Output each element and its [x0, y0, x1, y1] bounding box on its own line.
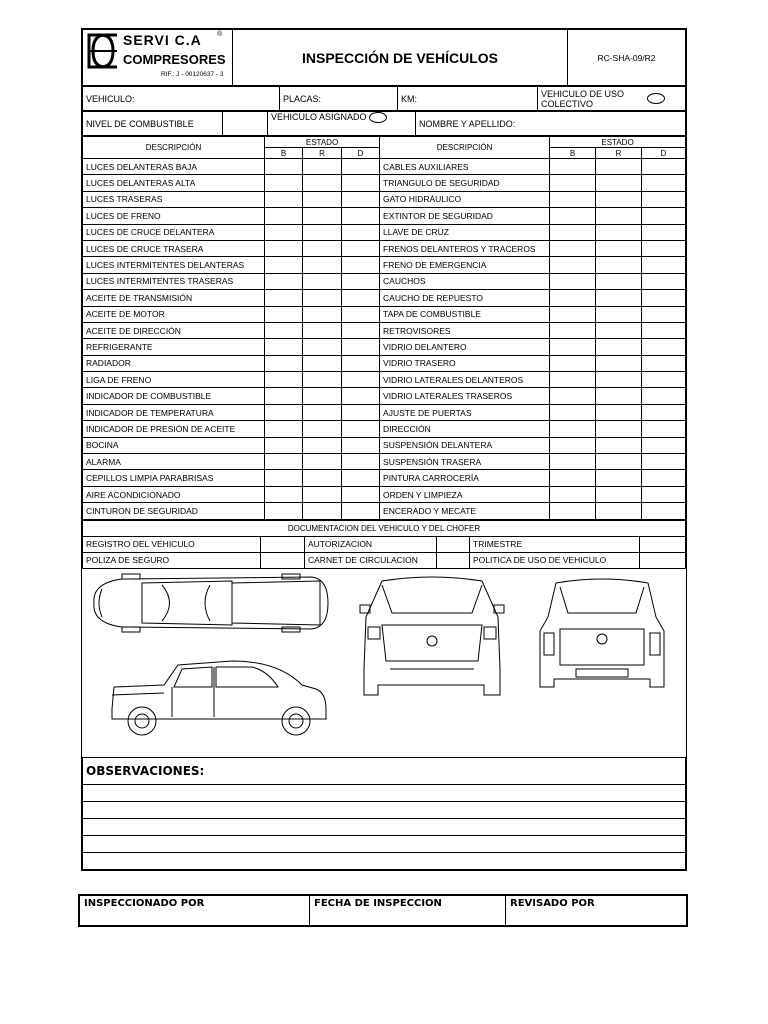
- status-d-right[interactable]: [642, 191, 686, 207]
- status-b-left[interactable]: [265, 355, 303, 371]
- status-b-right[interactable]: [550, 306, 596, 322]
- item-label-right: FRENOS DELANTEROS Y TRACEROS: [380, 240, 550, 256]
- status-r-left[interactable]: [303, 273, 342, 289]
- nivel-combustible-field[interactable]: [223, 112, 268, 136]
- status-r-left[interactable]: [303, 322, 342, 338]
- status-b-left[interactable]: [265, 404, 303, 420]
- status-r-left[interactable]: [303, 372, 342, 388]
- vehiculo-asignado-checkbox[interactable]: [369, 112, 387, 123]
- checklist-row: [83, 421, 686, 437]
- item-label-left: LUCES INTERMITENTES DELANTERAS: [83, 257, 265, 273]
- page-title: INSPECCIÓN DE VEHÍCULOS: [233, 30, 568, 86]
- status-b-left[interactable]: [265, 486, 303, 502]
- status-d-left[interactable]: [342, 454, 380, 470]
- nivel-combustible-label: NIVEL DE COMBUSTIBLE: [83, 112, 223, 136]
- item-label-left: LUCES TRASERAS: [83, 191, 265, 207]
- status-b-left[interactable]: [265, 224, 303, 240]
- status-d-right[interactable]: [642, 454, 686, 470]
- status-d-left[interactable]: [342, 224, 380, 240]
- status-b-right[interactable]: [550, 322, 596, 338]
- item-label-left: AIRE ACONDICIONADO: [83, 486, 265, 502]
- carnet-label: CARNET DE CIRCULACION: [305, 552, 437, 568]
- item-label-right: LLAVE DE CRUZ: [380, 224, 550, 240]
- observation-line[interactable]: [83, 852, 686, 869]
- status-r-left[interactable]: [303, 486, 342, 502]
- registered-mark: ®: [217, 31, 223, 38]
- status-d-left[interactable]: [342, 355, 380, 371]
- vehiculo-asignado-cell: [268, 112, 416, 136]
- status-b-left[interactable]: [265, 421, 303, 437]
- r-header-left: R: [303, 148, 342, 159]
- status-b-right[interactable]: [550, 454, 596, 470]
- item-label-left: CEPILLOS LIMPIA PARABRISAS: [83, 470, 265, 486]
- item-label-right: ORDEN Y LIMPIEZA: [380, 486, 550, 502]
- header-table: [82, 29, 686, 86]
- status-b-right[interactable]: [550, 470, 596, 486]
- item-label-left: LUCES DELANTERAS ALTA: [83, 175, 265, 191]
- b-header-right: B: [550, 148, 596, 159]
- item-label-right: TAPA DE COMBUSTIBLE: [380, 306, 550, 322]
- status-r-right[interactable]: [596, 322, 642, 338]
- status-d-right[interactable]: [642, 208, 686, 224]
- item-label-left: REFRIGERANTE: [83, 339, 265, 355]
- checklist-row: [83, 175, 686, 191]
- estado-header-left: ESTADO: [265, 137, 380, 148]
- item-label-left: INDICADOR DE COMBUSTIBLE: [83, 388, 265, 404]
- item-label-left: INDICADOR DE PRESIÓN DE ACEITE: [83, 421, 265, 437]
- status-b-left[interactable]: [265, 322, 303, 338]
- status-r-right[interactable]: [596, 273, 642, 289]
- item-label-left: LUCES DE CRUCE DELANTERA: [83, 224, 265, 240]
- status-b-left[interactable]: [265, 273, 303, 289]
- status-d-left[interactable]: [342, 372, 380, 388]
- km-field[interactable]: KM:: [398, 87, 538, 111]
- checklist-row: [83, 470, 686, 486]
- checklist-row: [83, 372, 686, 388]
- checklist-row: [83, 388, 686, 404]
- status-r-left[interactable]: [303, 503, 342, 519]
- item-label-right: CAUCHO DE REPUESTO: [380, 290, 550, 306]
- checklist-row: [83, 240, 686, 256]
- status-r-right[interactable]: [596, 339, 642, 355]
- status-d-left[interactable]: [342, 388, 380, 404]
- fecha-inspeccion-field[interactable]: FECHA DE INSPECCION: [310, 896, 506, 926]
- item-label-left: LUCES INTERMITENTES TRASERAS: [83, 273, 265, 289]
- status-b-right[interactable]: [550, 208, 596, 224]
- status-b-right[interactable]: [550, 404, 596, 420]
- status-r-right[interactable]: [596, 470, 642, 486]
- status-r-left[interactable]: [303, 290, 342, 306]
- document-code: RC-SHA-09/R2: [568, 30, 686, 86]
- status-d-left[interactable]: [342, 191, 380, 207]
- documentation-table: [82, 520, 686, 569]
- status-d-left[interactable]: [342, 257, 380, 273]
- observation-line[interactable]: [83, 784, 686, 801]
- poliza-checkbox[interactable]: [261, 552, 305, 568]
- item-label-right: FRENO DE EMERGENCIA: [380, 257, 550, 273]
- status-b-left[interactable]: [265, 240, 303, 256]
- signature-box: [78, 894, 688, 927]
- status-r-right[interactable]: [596, 191, 642, 207]
- status-b-left[interactable]: [265, 306, 303, 322]
- item-label-right: VIDRIO DELANTERO: [380, 339, 550, 355]
- poliza-label: POLIZA DE SEGURO: [83, 552, 261, 568]
- status-r-right[interactable]: [596, 240, 642, 256]
- d-header-left: D: [342, 148, 380, 159]
- item-label-left: LUCES DE CRUCE TRASERA: [83, 240, 265, 256]
- checklist-table: [82, 136, 686, 520]
- status-r-right[interactable]: [596, 159, 642, 175]
- status-d-right[interactable]: [642, 339, 686, 355]
- checklist-row: [83, 339, 686, 355]
- item-label-left: ALARMA: [83, 454, 265, 470]
- status-b-left[interactable]: [265, 372, 303, 388]
- logo-text-line1: SERVI C.A: [123, 32, 202, 48]
- checklist-row: [83, 454, 686, 470]
- status-d-left[interactable]: [342, 306, 380, 322]
- rif-number: RIF.: J - 00120637 - 3: [161, 71, 224, 78]
- status-b-left[interactable]: [265, 175, 303, 191]
- checklist-row: [83, 191, 686, 207]
- status-d-right[interactable]: [642, 322, 686, 338]
- status-r-left[interactable]: [303, 159, 342, 175]
- checklist-row: [83, 404, 686, 420]
- truck-top-view-icon: [94, 574, 328, 632]
- status-d-left[interactable]: [342, 322, 380, 338]
- item-label-right: PINTURA CARROCERÍA: [380, 470, 550, 486]
- truck-front-view-icon: [360, 577, 504, 695]
- status-d-left[interactable]: [342, 503, 380, 519]
- politica-label: POLITICA DE USO DE VEHICULO: [470, 552, 640, 568]
- status-d-right[interactable]: [642, 503, 686, 519]
- observation-line[interactable]: [83, 835, 686, 852]
- documentation-title: DOCUMENTACION DEL VEHICULO Y DEL CHOFER: [83, 520, 686, 536]
- checklist-row: [83, 503, 686, 519]
- status-b-left[interactable]: [265, 208, 303, 224]
- status-d-right[interactable]: [642, 372, 686, 388]
- truck-side-view-icon: [112, 661, 326, 735]
- item-label-right: CAUCHOS: [380, 273, 550, 289]
- status-d-right[interactable]: [642, 355, 686, 371]
- status-r-right[interactable]: [596, 421, 642, 437]
- status-b-right[interactable]: [550, 175, 596, 191]
- uso-colectivo-label: VEHICULO DE USO COLECTIVO: [541, 88, 625, 109]
- b-header-left: B: [265, 148, 303, 159]
- status-r-right[interactable]: [596, 404, 642, 420]
- status-b-left[interactable]: [265, 454, 303, 470]
- vehicle-diagram-area: [82, 569, 686, 757]
- status-r-right[interactable]: [596, 372, 642, 388]
- desc-header-left: DESCRIPCIÓN: [83, 137, 265, 159]
- status-b-right[interactable]: [550, 191, 596, 207]
- truck-rear-view-icon: [540, 579, 664, 687]
- status-b-left[interactable]: [265, 339, 303, 355]
- status-b-right[interactable]: [550, 372, 596, 388]
- status-b-right[interactable]: [550, 273, 596, 289]
- desc-header-right: DESCRIPCIÓN: [380, 137, 550, 159]
- status-r-left[interactable]: [303, 208, 342, 224]
- status-r-left[interactable]: [303, 240, 342, 256]
- status-b-left[interactable]: [265, 159, 303, 175]
- status-d-right[interactable]: [642, 437, 686, 453]
- status-b-right[interactable]: [550, 240, 596, 256]
- status-d-left[interactable]: [342, 240, 380, 256]
- checklist-row: [83, 273, 686, 289]
- status-b-left[interactable]: [265, 437, 303, 453]
- uso-colectivo-checkbox[interactable]: [647, 93, 665, 104]
- item-label-right: TRIANGULO DE SEGURIDAD: [380, 175, 550, 191]
- status-b-left[interactable]: [265, 257, 303, 273]
- vehicle-info-table: [82, 86, 686, 111]
- status-r-left[interactable]: [303, 339, 342, 355]
- autorizacion-checkbox[interactable]: [437, 536, 470, 552]
- estado-header-right: ESTADO: [550, 137, 686, 148]
- status-r-left[interactable]: [303, 355, 342, 371]
- status-d-left[interactable]: [342, 339, 380, 355]
- status-d-right[interactable]: [642, 306, 686, 322]
- status-d-right[interactable]: [642, 388, 686, 404]
- item-label-right: VIDRIO TRASERO: [380, 355, 550, 371]
- checklist-row: [83, 322, 686, 338]
- checklist-body: [83, 159, 686, 520]
- item-label-right: CABLES AUXILIARES: [380, 159, 550, 175]
- status-b-right[interactable]: [550, 355, 596, 371]
- status-r-left[interactable]: [303, 175, 342, 191]
- politica-checkbox[interactable]: [640, 552, 686, 568]
- r-header-right: R: [596, 148, 642, 159]
- status-r-left[interactable]: [303, 191, 342, 207]
- status-r-right[interactable]: [596, 306, 642, 322]
- item-label-right: RETROVISORES: [380, 322, 550, 338]
- status-d-left[interactable]: [342, 437, 380, 453]
- status-r-right[interactable]: [596, 290, 642, 306]
- status-d-right[interactable]: [642, 404, 686, 420]
- item-label-left: ACEITE DE MOTOR: [83, 306, 265, 322]
- status-r-right[interactable]: [596, 208, 642, 224]
- status-b-right[interactable]: [550, 503, 596, 519]
- status-d-left[interactable]: [342, 290, 380, 306]
- status-d-right[interactable]: [642, 273, 686, 289]
- item-label-left: CINTURON DE SEGURIDAD: [83, 503, 265, 519]
- status-b-right[interactable]: [550, 339, 596, 355]
- status-r-right[interactable]: [596, 437, 642, 453]
- status-r-left[interactable]: [303, 388, 342, 404]
- company-logo: [83, 30, 233, 86]
- checklist-row: [83, 355, 686, 371]
- item-label-right: EXTINTOR DE SEGURIDAD: [380, 208, 550, 224]
- inspection-form: [81, 28, 687, 871]
- registro-label: REGISTRO DEL VEHICULO: [83, 536, 261, 552]
- item-label-left: LUCES DE FRENO: [83, 208, 265, 224]
- checklist-row: [83, 437, 686, 453]
- autorizacion-label: AUTORIZACION: [305, 536, 437, 552]
- status-r-left[interactable]: [303, 224, 342, 240]
- status-d-right[interactable]: [642, 240, 686, 256]
- revisado-por-field[interactable]: REVISADO POR: [506, 896, 687, 926]
- status-d-left[interactable]: [342, 421, 380, 437]
- inspeccionado-por-field[interactable]: INSPECCIONADO POR: [80, 896, 310, 926]
- status-r-right[interactable]: [596, 175, 642, 191]
- status-b-right[interactable]: [550, 437, 596, 453]
- item-label-right: VIDRIO LATERALES DELANTEROS: [380, 372, 550, 388]
- status-d-left[interactable]: [342, 159, 380, 175]
- vehicle-diagrams: [82, 569, 686, 757]
- status-d-left[interactable]: [342, 470, 380, 486]
- status-d-left[interactable]: [342, 273, 380, 289]
- item-label-left: RADIADOR: [83, 355, 265, 371]
- observaciones-title: OBSERVACIONES:: [83, 757, 686, 784]
- checklist-row: [83, 257, 686, 273]
- status-d-left[interactable]: [342, 208, 380, 224]
- item-label-right: SUSPENSIÓN TRASERA: [380, 454, 550, 470]
- item-label-right: GATO HIDRÁULICO: [380, 191, 550, 207]
- status-b-right[interactable]: [550, 290, 596, 306]
- status-b-right[interactable]: [550, 257, 596, 273]
- trimestre-label: TRIMESTRE: [470, 536, 640, 552]
- checklist-row: [83, 224, 686, 240]
- checklist-row: [83, 159, 686, 175]
- status-r-right[interactable]: [596, 257, 642, 273]
- status-b-right[interactable]: [550, 421, 596, 437]
- status-d-right[interactable]: [642, 175, 686, 191]
- status-d-right[interactable]: [642, 224, 686, 240]
- status-r-right[interactable]: [596, 454, 642, 470]
- status-r-left[interactable]: [303, 421, 342, 437]
- observations-table: [82, 757, 686, 870]
- status-b-left[interactable]: [265, 503, 303, 519]
- item-label-left: ACEITE DE DIRECCIÓN: [83, 322, 265, 338]
- logo-text-line2: COMPRESORES: [123, 52, 226, 67]
- status-d-left[interactable]: [342, 175, 380, 191]
- fuel-row-table: [82, 111, 686, 136]
- status-b-left[interactable]: [265, 290, 303, 306]
- d-header-right: D: [642, 148, 686, 159]
- checklist-row: [83, 486, 686, 502]
- status-d-right[interactable]: [642, 159, 686, 175]
- item-label-left: LIGA DE FRENO: [83, 372, 265, 388]
- status-r-left[interactable]: [303, 306, 342, 322]
- item-label-right: SUSPENSIÓN DELANTERA: [380, 437, 550, 453]
- status-d-right[interactable]: [642, 290, 686, 306]
- observation-line[interactable]: [83, 818, 686, 835]
- trimestre-checkbox[interactable]: [640, 536, 686, 552]
- status-r-left[interactable]: [303, 404, 342, 420]
- item-label-left: ACEITE DE TRANSMISIÓN: [83, 290, 265, 306]
- status-r-left[interactable]: [303, 470, 342, 486]
- uso-colectivo-cell: [538, 87, 686, 111]
- status-r-left[interactable]: [303, 257, 342, 273]
- status-b-left[interactable]: [265, 191, 303, 207]
- item-label-right: VIDRIO LATERALES TRASEROS: [380, 388, 550, 404]
- logo-mark-icon: [87, 33, 119, 69]
- vehiculo-field[interactable]: VEHICULO:: [83, 87, 280, 111]
- status-d-right[interactable]: [642, 421, 686, 437]
- status-b-left[interactable]: [265, 470, 303, 486]
- status-r-right[interactable]: [596, 486, 642, 502]
- status-b-right[interactable]: [550, 224, 596, 240]
- status-d-left[interactable]: [342, 404, 380, 420]
- status-r-right[interactable]: [596, 224, 642, 240]
- status-r-right[interactable]: [596, 355, 642, 371]
- nombre-apellido-field[interactable]: NOMBRE Y APELLIDO:: [416, 112, 686, 136]
- status-r-left[interactable]: [303, 437, 342, 453]
- status-r-right[interactable]: [596, 503, 642, 519]
- observation-line[interactable]: [83, 801, 686, 818]
- checklist-row: [83, 208, 686, 224]
- item-label-left: BOCINA: [83, 437, 265, 453]
- status-b-right[interactable]: [550, 486, 596, 502]
- item-label-right: ENCERADO Y MECATE: [380, 503, 550, 519]
- carnet-checkbox[interactable]: [437, 552, 470, 568]
- status-d-right[interactable]: [642, 486, 686, 502]
- status-b-right[interactable]: [550, 159, 596, 175]
- placas-field[interactable]: PLACAS:: [280, 87, 398, 111]
- checklist-row: [83, 306, 686, 322]
- status-b-left[interactable]: [265, 388, 303, 404]
- vehiculo-asignado-label: VEHICULO ASIGNADO: [271, 112, 367, 122]
- status-b-right[interactable]: [550, 388, 596, 404]
- item-label-left: LUCES DELANTERAS BAJA: [83, 159, 265, 175]
- checklist-row: [83, 290, 686, 306]
- status-d-right[interactable]: [642, 257, 686, 273]
- registro-checkbox[interactable]: [261, 536, 305, 552]
- status-r-right[interactable]: [596, 388, 642, 404]
- status-d-left[interactable]: [342, 486, 380, 502]
- status-r-left[interactable]: [303, 454, 342, 470]
- item-label-left: INDICADOR DE TEMPERATURA: [83, 404, 265, 420]
- item-label-right: AJUSTE DE PUERTAS: [380, 404, 550, 420]
- status-d-right[interactable]: [642, 470, 686, 486]
- item-label-right: DIRECCIÓN: [380, 421, 550, 437]
